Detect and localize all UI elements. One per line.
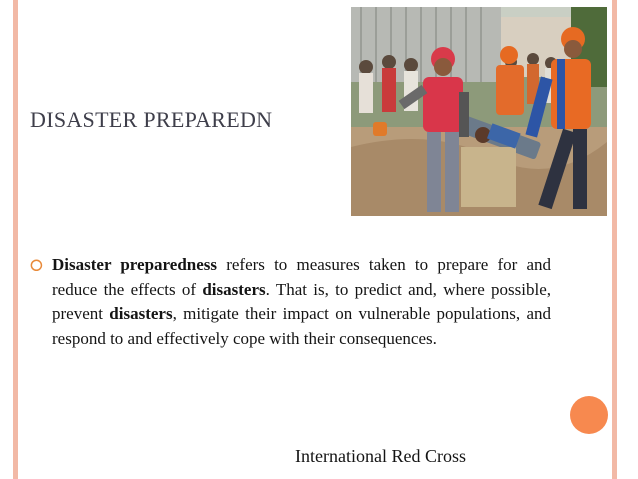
circle-bullet-icon: ⭘ [30, 258, 43, 275]
slide-frame-right [612, 0, 617, 479]
body-text-part3: , mitigate their impact on vulnerable populations, and respond to and effectively cope with their consequences. [52, 304, 551, 348]
rescue-photo [351, 7, 607, 216]
decorative-circle [570, 396, 608, 434]
attribution: International Red Cross [295, 446, 466, 466]
term-disaster-preparedness: Disaster preparedness [52, 255, 218, 274]
term-disasters-1: disasters [202, 279, 266, 299]
slide-frame-left [13, 0, 18, 479]
body-text-part2: . That is, to predict and, where possible, prevent [52, 279, 551, 323]
slide-title: DISASTER PREPAREDN [30, 107, 273, 132]
body-text-part1: refers to measures taken to prepare for and reduce the effects of [52, 255, 552, 299]
term-disasters-2: disasters [109, 304, 173, 323]
definition-paragraph [52, 253, 551, 351]
